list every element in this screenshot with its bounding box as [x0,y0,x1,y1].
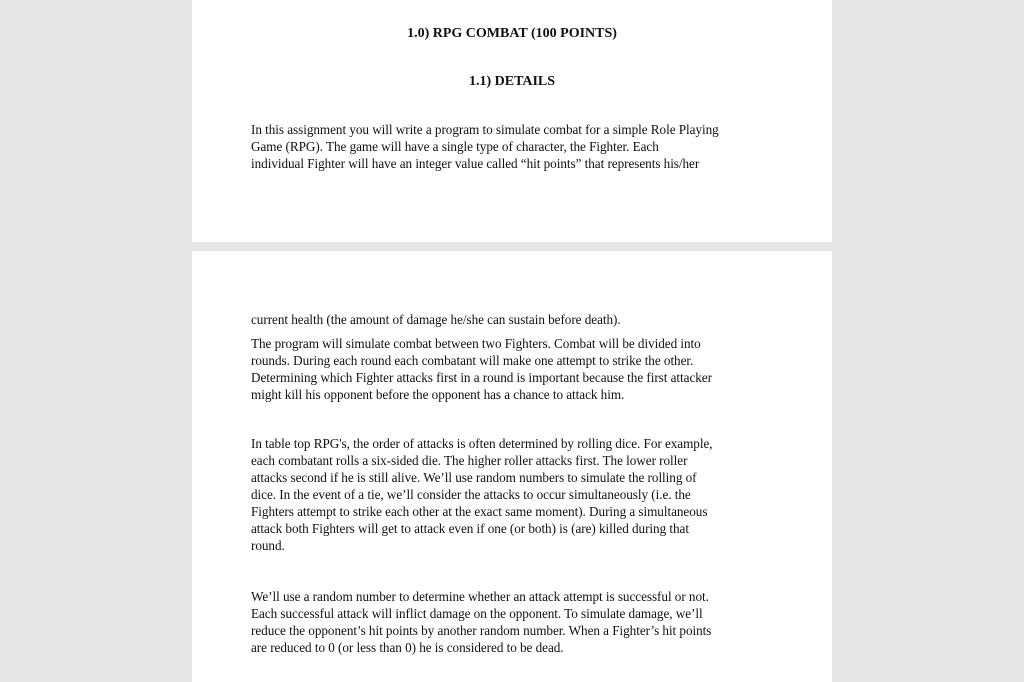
dice-rolling-paragraph [251,435,791,554]
paragraph-line: Determining which Fighter attacks first in a round is important because the first attacker [251,370,712,385]
paragraph-line: round. [251,538,285,553]
paragraph-line: The program will simulate combat between two Fighters. Combat will be divided into [251,336,701,351]
document-page-1 [192,0,832,242]
paragraph-line: might kill his opponent before the opponent has a chance to attack him. [251,387,625,402]
paragraph-line: individual Fighter will have an integer value called “hit points” that represents his/her [251,156,700,171]
paragraph-line: Each successful attack will inflict damage on the opponent. To simulate damage, we’ll [251,606,703,621]
paragraph-line: are reduced to 0 (or less than 0) he is considered to be dead. [251,640,564,655]
paragraph-line: each combatant rolls a six-sided die. The higher roller attacks first. The lower roller [251,453,688,468]
combat-rounds-paragraph [251,335,791,403]
paragraph-line: Game (RPG). The game will have a single type of character, the Fighter. Each [251,139,659,154]
paragraph-line: In table top RPG's, the order of attacks is often determined by rolling dice. For example, [251,436,713,451]
subsection-heading: 1.1) DETAILS [468,74,556,89]
paragraph-line: In this assignment you will write a program to simulate combat for a simple Role Playing [251,122,719,137]
document-page-2 [192,251,832,682]
paragraph-line: current health (the amount of damage he/she can sustain before death). [251,312,621,327]
paragraph-line: attack both Fighters will get to attack even if one (or both) is (are) killed during that [251,521,689,536]
paragraph-line: We’ll use a random number to determine whether an attack attempt is successful or not. [251,589,709,604]
paragraph-line: reduce the opponent’s hit points by another random number. When a Fighter’s hit points [251,623,712,638]
intro-paragraph-continued [251,311,791,328]
intro-paragraph [251,121,791,172]
section-heading: 1.0) RPG COMBAT (100 POINTS) [407,26,617,41]
paragraph-line: attacks second if he is still alive. We’ll use random numbers to simulate the rolling of [251,470,697,485]
paragraph-line: rounds. During each round each combatant will make one attempt to strike the other. [251,353,694,368]
paragraph-line: dice. In the event of a tie, we’ll consider the attacks to occur simultaneously (i.e. the [251,487,691,502]
damage-paragraph [251,588,791,656]
paragraph-line: Fighters attempt to strike each other at the exact same moment). During a simultaneous [251,504,708,519]
